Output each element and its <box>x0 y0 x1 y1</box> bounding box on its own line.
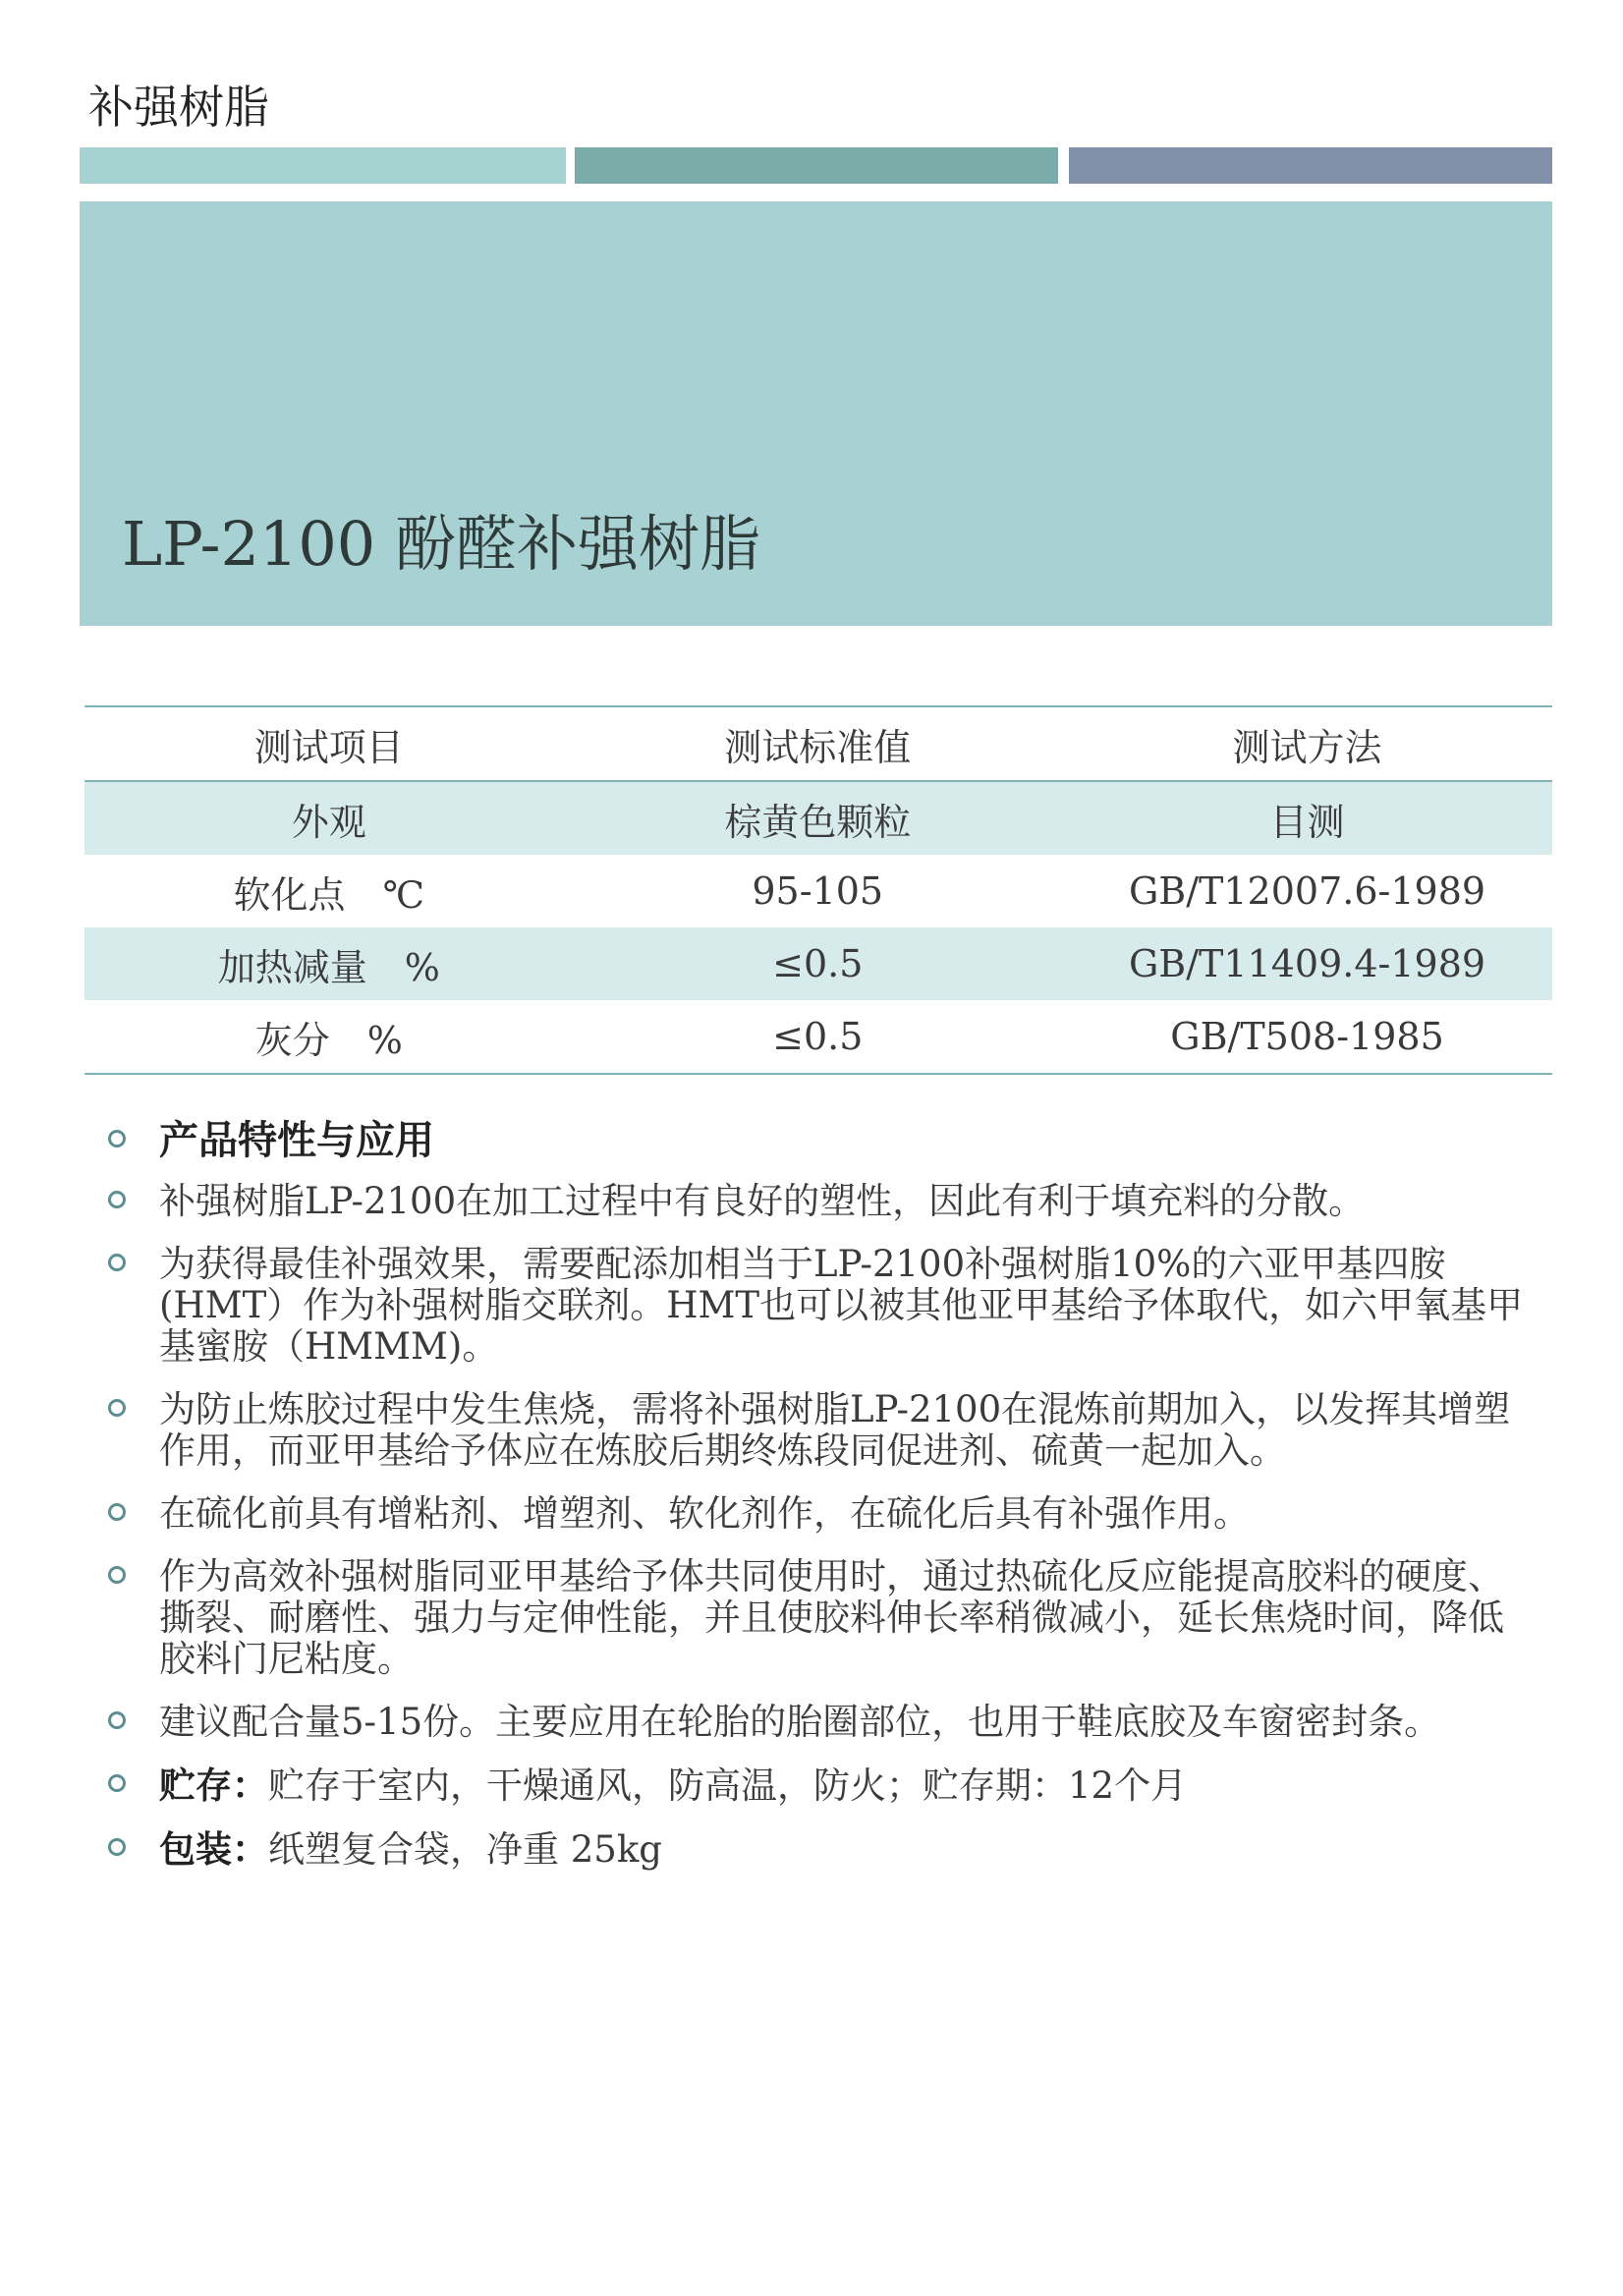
circle-bullet-icon <box>108 1566 126 1584</box>
table-cell: 外观 <box>84 781 574 855</box>
circle-bullet-icon <box>108 1838 126 1856</box>
table-header-item: 测试项目 <box>84 706 574 781</box>
table-row <box>84 855 1552 927</box>
table-cell: ≤0.5 <box>772 1015 864 1058</box>
features-heading <box>108 1117 1533 1163</box>
header-stripe-1 <box>80 147 566 184</box>
header-stripe-2 <box>575 147 1058 184</box>
list-item <box>108 1702 1533 1743</box>
list-item-text: 为获得最佳补强效果，需要配添加相当于LP-2100补强树脂10%的六亚甲基四胺(HMT）作为补强树脂交联剂。HMT也可以被其他亚甲基给予体取代，如六甲氧基甲基蜜胺（HMMM)。 <box>159 1243 1524 1368</box>
circle-bullet-icon <box>108 1503 126 1521</box>
circle-bullet-icon <box>108 1130 126 1148</box>
header-stripe-3 <box>1069 147 1552 184</box>
circle-bullet-icon <box>108 1711 126 1729</box>
table-row <box>84 927 1552 1000</box>
circle-bullet-icon <box>108 1254 126 1271</box>
table-cell: 灰分 % <box>254 1018 403 1062</box>
table-cell: 软化点 ℃ <box>233 872 424 917</box>
list-item-text: 在硫化前具有增粘剂、增塑剂、软化剂作，在硫化后具有补强作用。 <box>159 1492 1250 1535</box>
table-cell: GB/T508-1985 <box>1170 1015 1444 1058</box>
table-cell: ≤0.5 <box>574 927 1063 1000</box>
storage-item <box>108 1764 1533 1807</box>
circle-bullet-icon <box>108 1774 126 1792</box>
hero-banner <box>80 201 1552 626</box>
list-item <box>108 1556 1533 1680</box>
storage-label: 贮存： <box>159 1764 268 1807</box>
table-cell: 目测 <box>1062 781 1552 855</box>
features-heading-text: 产品特性与应用 <box>159 1117 434 1163</box>
packaging-label: 包装： <box>159 1827 268 1871</box>
table-cell: 95-105 <box>752 869 884 913</box>
table-cell: 棕黄色颗粒 <box>574 781 1063 855</box>
list-item-text: 建议配合量5-15份。主要应用在轮胎的胎圈部位，也用于鞋底胶及车窗密封条。 <box>159 1701 1441 1743</box>
list-item-text: 补强树脂LP-2100在加工过程中有良好的塑性，因此有利于填充料的分散。 <box>159 1180 1366 1222</box>
list-item <box>108 1244 1533 1368</box>
product-title: LP-2100 酚醛补强树脂 <box>122 508 760 580</box>
table-header-method: 测试方法 <box>1062 706 1552 781</box>
table-cell: GB/T11409.4-1989 <box>1062 927 1552 1000</box>
table-cell: GB/T12007.6-1989 <box>1128 869 1486 913</box>
table-header-standard: 测试标准值 <box>574 706 1063 781</box>
circle-bullet-icon <box>108 1399 126 1417</box>
list-item <box>108 1493 1533 1535</box>
packaging-text: 纸塑复合袋，净重 25kg <box>268 1828 662 1871</box>
table-row <box>84 781 1552 855</box>
spec-table <box>84 705 1552 1075</box>
features-list <box>108 1117 1533 1892</box>
table-row <box>84 1000 1552 1074</box>
packaging-item <box>108 1828 1533 1871</box>
list-item-text: 作为高效补强树脂同亚甲基给予体共同使用时，通过热硫化反应能提高胶料的硬度、撕裂、耐磨性、强力与定伸性能，并且使胶料伸长率稍微减小，延长焦烧时间，降低胶料门尼粘度。 <box>159 1555 1504 1680</box>
list-item-text: 为防止炼胶过程中发生焦烧，需将补强树脂LP-2100在混炼前期加入，以发挥其增塑作用，而亚甲基给予体应在炼胶后期终炼段同促进剂、硫黄一起加入。 <box>159 1388 1511 1472</box>
list-item <box>108 1389 1533 1472</box>
table-cell: 加热减量 % <box>84 927 574 1000</box>
category-title: 补强树脂 <box>88 81 269 134</box>
circle-bullet-icon <box>108 1191 126 1208</box>
table-header-row <box>84 706 1552 781</box>
storage-text: 贮存于室内，干燥通风，防高温，防火；贮存期：12个月 <box>268 1764 1188 1807</box>
list-item <box>108 1181 1533 1222</box>
